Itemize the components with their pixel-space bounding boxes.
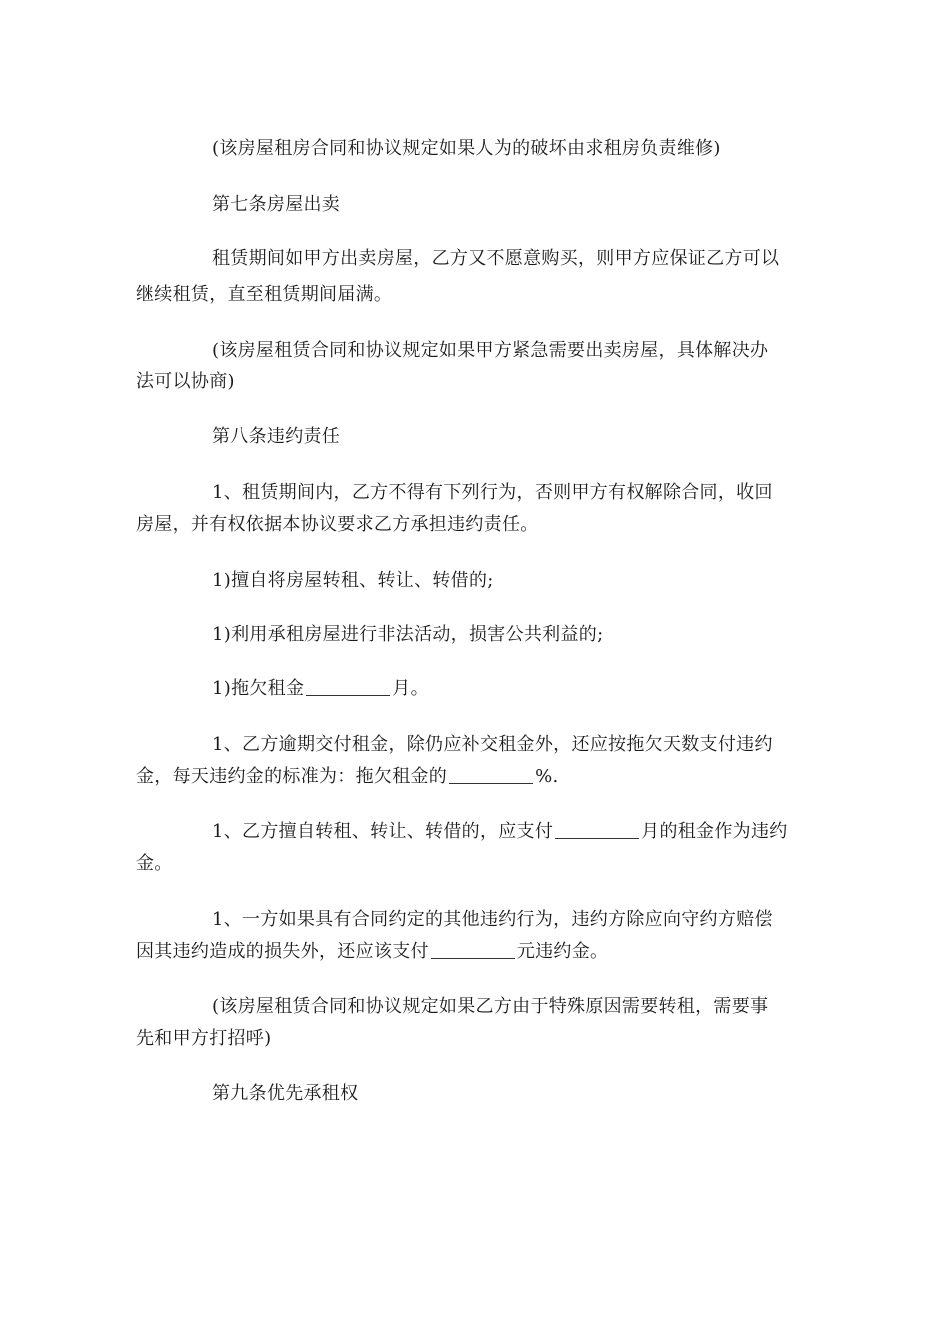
article-7-heading: 第七条房屋出卖 bbox=[212, 194, 341, 215]
breach-clause-sublet-line-2: 金。 bbox=[136, 853, 173, 874]
breach-clause-late-line-2: 金，每天违约金的标准为：拖欠租金的 %. bbox=[136, 766, 559, 787]
breach-clause-other-line-1: 1、一方如果具有合同约定的其他违约行为，违约方除应向守约方赔偿 bbox=[212, 909, 773, 930]
article-8-heading: 第八条违约责任 bbox=[212, 426, 341, 447]
article-7-text-line-2: 继续租赁，直至租赁期间届满。 bbox=[136, 284, 393, 305]
breach-item-illegal: 1)利用承租房屋进行非法活动，损害公共利益的; bbox=[212, 624, 604, 645]
breach-clause-late-line-1: 1、乙方逾期交付租金，除仍应补交租金外，还应按拖欠天数支付违约 bbox=[212, 734, 773, 755]
breach-item-arrears: 1)拖欠租金 月。 bbox=[212, 678, 429, 699]
breach-item-sublet: 1)擅自将房屋转租、转让、转借的; bbox=[212, 570, 494, 591]
breach-clause-other-line-2: 因其违约造成的损失外，还应该支付 元违约金。 bbox=[136, 941, 609, 962]
blank-field bbox=[449, 767, 533, 784]
breach-clause-1-line-2: 房屋，并有权依据本协议要求乙方承担违约责任。 bbox=[136, 514, 539, 535]
note-repair: (该房屋租房合同和协议规定如果人为的破坏由求租房负责维修) bbox=[212, 138, 721, 159]
article-7-text-line-1: 租赁期间如甲方出卖房屋，乙方又不愿意购买，则甲方应保证乙方可以 bbox=[212, 248, 780, 269]
note-sale-line-1: (该房屋租赁合同和协议规定如果甲方紧急需要出卖房屋，具体解决办 bbox=[212, 340, 769, 361]
note-sublet-line-1: (该房屋租赁合同和协议规定如果乙方由于特殊原因需要转租，需要事 bbox=[212, 996, 769, 1017]
note-sale-line-2: 法可以协商) bbox=[136, 371, 235, 392]
note-sublet-line-2: 先和甲方打招呼) bbox=[136, 1028, 272, 1049]
article-9-heading: 第九条优先承租权 bbox=[212, 1083, 359, 1104]
breach-clause-1-line-1: 1、租赁期间内，乙方不得有下列行为，否则甲方有权解除合同，收回 bbox=[212, 482, 773, 503]
blank-field bbox=[306, 679, 390, 696]
blank-field bbox=[555, 822, 639, 839]
breach-clause-sublet-line-1: 1、乙方擅自转租、转让、转借的，应支付 月的租金作为违约 bbox=[212, 821, 788, 842]
blank-field bbox=[431, 942, 515, 959]
